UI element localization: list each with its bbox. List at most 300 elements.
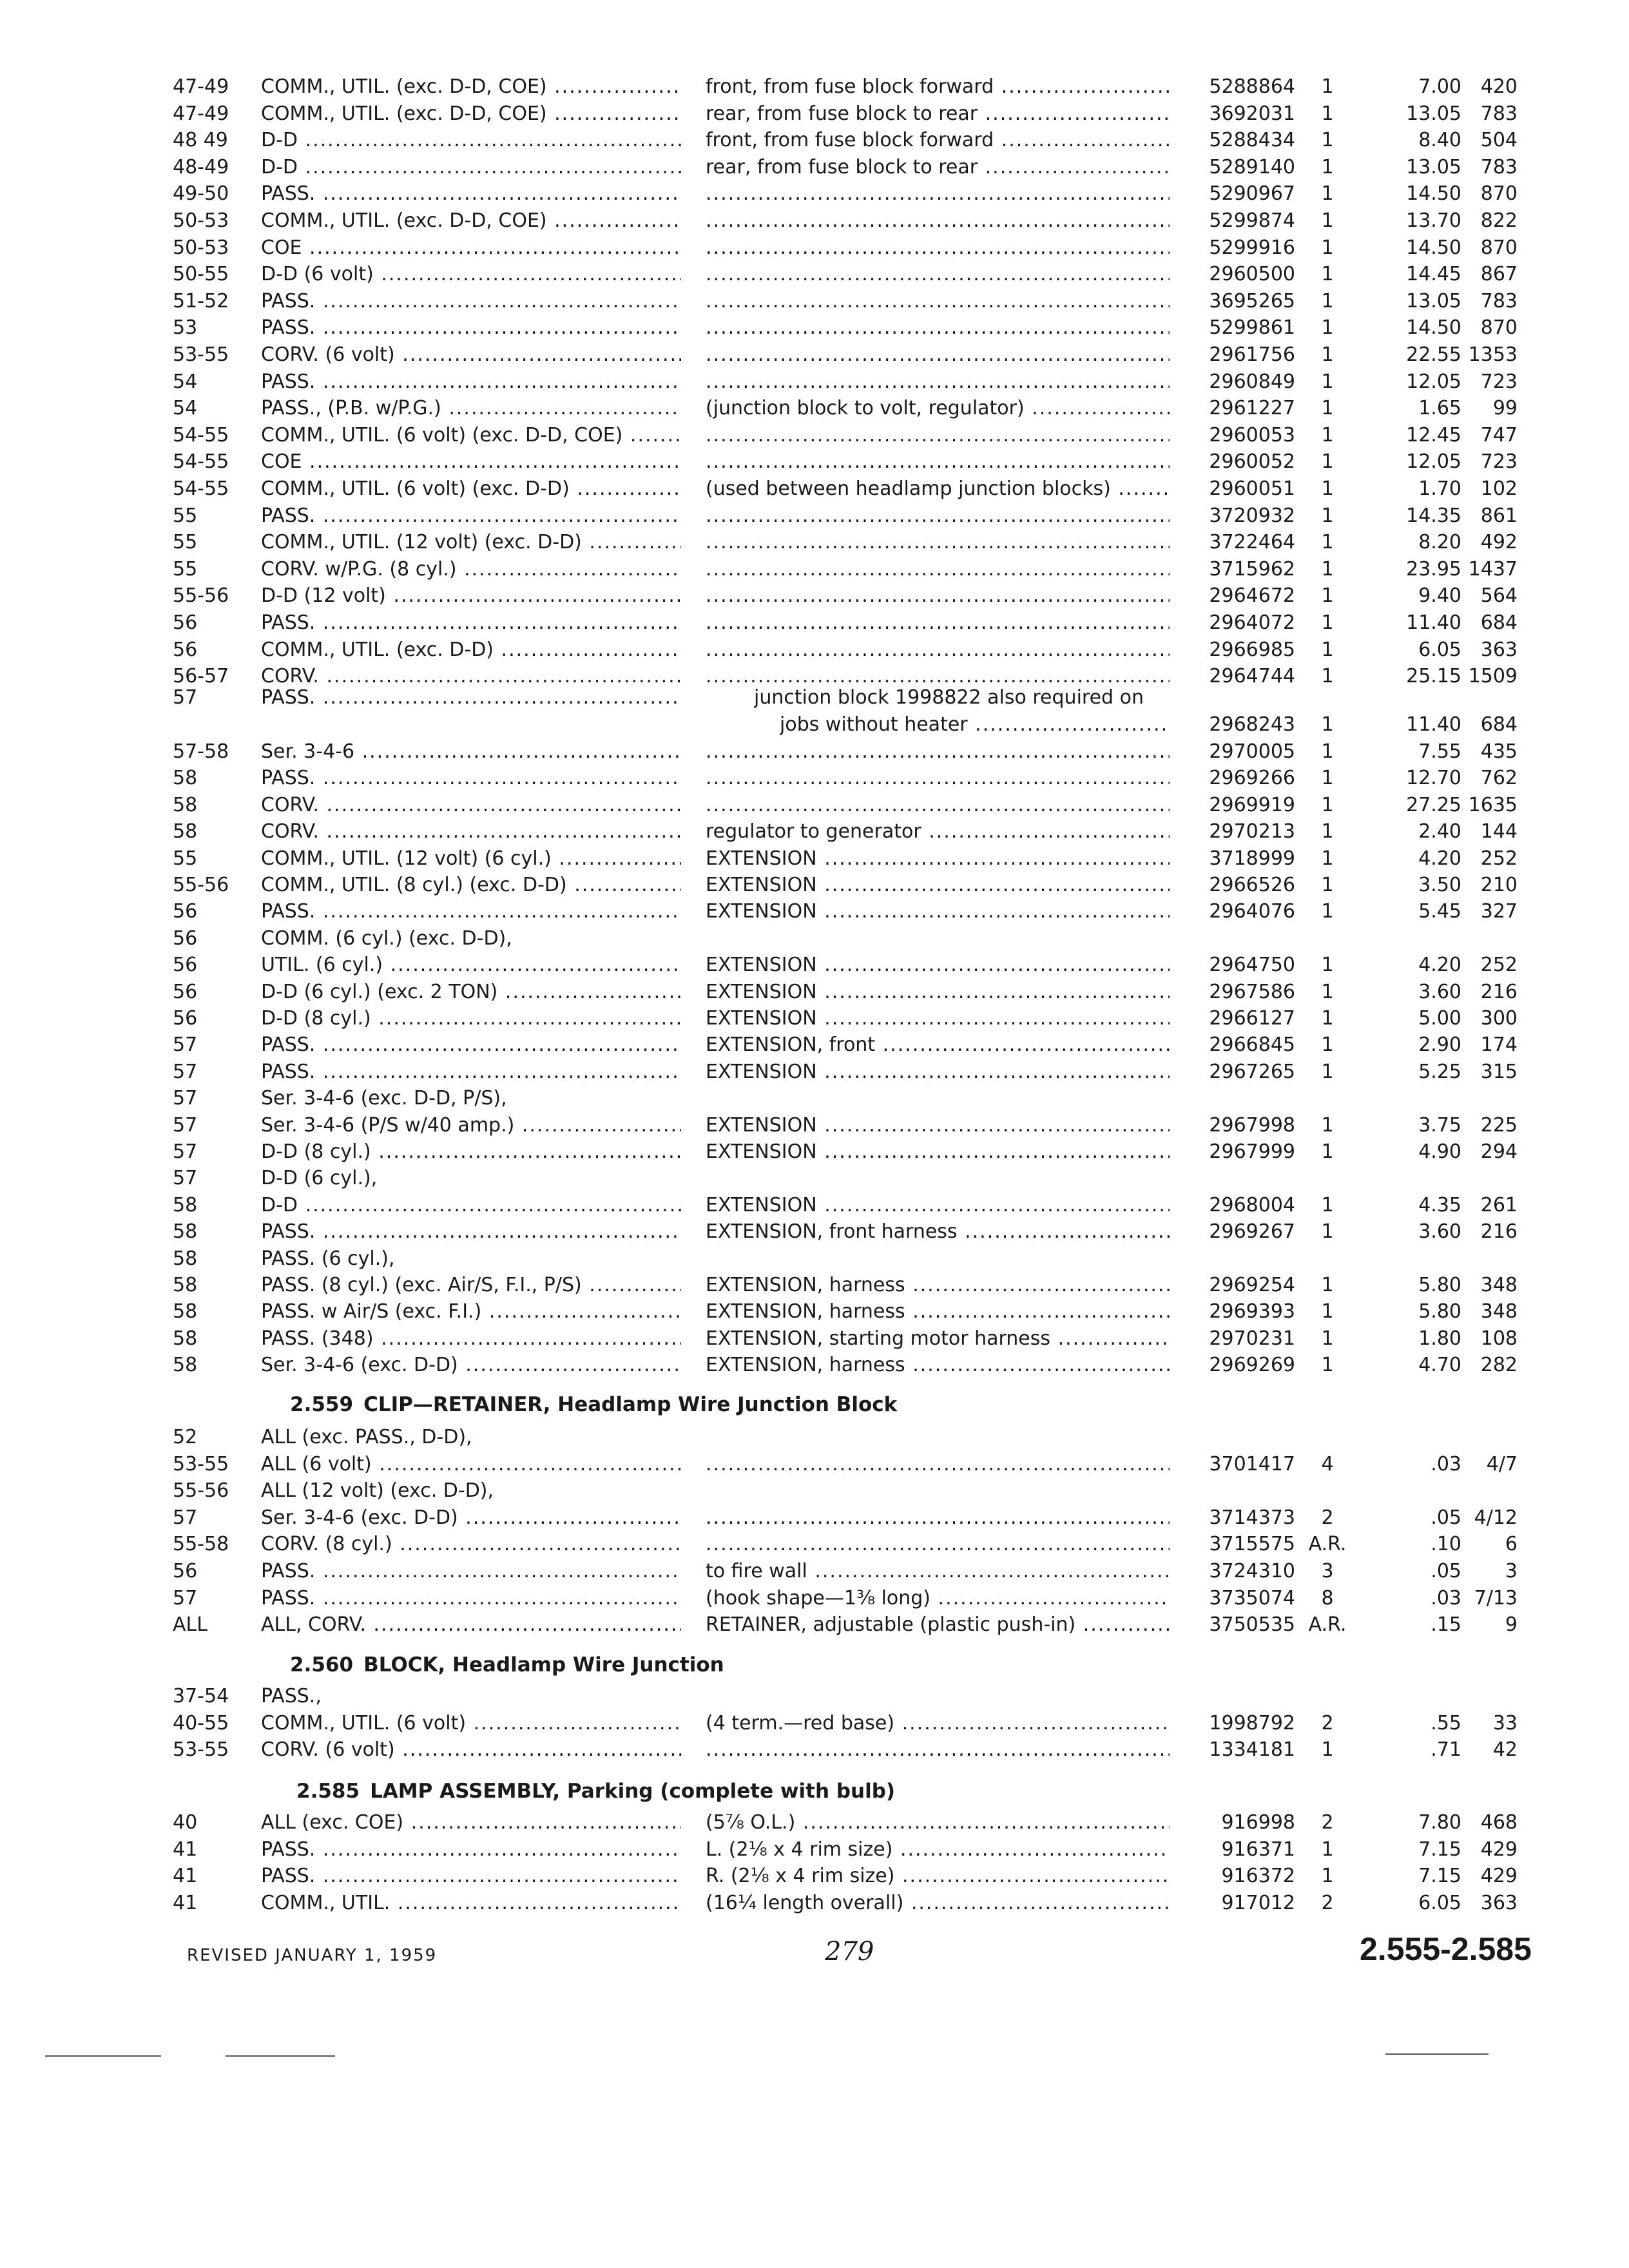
- table-row: [0, 476, 1629, 503]
- price-cell: 4.70: [1418, 1354, 1461, 1377]
- quantity-cell: 1: [1321, 423, 1334, 447]
- model-cell: PASS. (348) .....: [261, 1325, 681, 1352]
- table-row: [0, 637, 1629, 664]
- model-cell: COMM. (6 cyl.) (exc. D-D),: [261, 927, 512, 950]
- price-cell: 13.05: [1406, 155, 1461, 178]
- description-cell: [706, 1531, 1170, 1558]
- part-number-cell: 2967998: [1209, 1113, 1295, 1137]
- table-row: [0, 952, 1629, 979]
- weight-cell: 1437: [1468, 557, 1518, 581]
- table-row: [0, 818, 1629, 845]
- weight-cell: 492: [1480, 531, 1518, 554]
- table-row: [0, 1585, 1629, 1612]
- model-cell: PASS. .....: [261, 1032, 681, 1059]
- price-cell: .05: [1431, 1506, 1461, 1529]
- model-cell: PASS. (8 cyl.) (exc. Air/S, F.I., P/S) .....: [261, 1272, 681, 1299]
- model-cell: COE .....: [261, 235, 681, 262]
- price-cell: .71: [1431, 1738, 1461, 1762]
- description-cell: EXTENSION, front harness .....: [706, 1218, 1170, 1245]
- model-cell: CORV. .....: [261, 663, 681, 690]
- quantity-cell: 1: [1321, 847, 1334, 870]
- description-cell: [706, 1451, 1170, 1478]
- quantity-cell: 1: [1321, 1354, 1334, 1377]
- model-cell: ALL (exc. COE) .....: [261, 1809, 681, 1836]
- table-row: [0, 73, 1629, 101]
- part-number-cell: 2969919: [1209, 793, 1295, 816]
- weight-cell: 435: [1480, 740, 1518, 763]
- model-cell: PASS. .....: [261, 1863, 681, 1890]
- table-row: [0, 1836, 1629, 1863]
- model-cell: Ser. 3-4-6 (exc. D-D, P/S),: [261, 1087, 507, 1110]
- description-cell: (16¼ length overall) .....: [706, 1890, 1170, 1917]
- weight-cell: 870: [1480, 316, 1518, 340]
- part-number-cell: 5299874: [1209, 209, 1295, 232]
- price-cell: 2.90: [1418, 1033, 1461, 1057]
- year-cell: 58: [173, 820, 198, 843]
- price-cell: 3.75: [1418, 1113, 1461, 1137]
- model-cell: CORV. w/P.G. (8 cyl.) .....: [261, 556, 681, 583]
- model-cell: PASS. .....: [261, 610, 681, 637]
- section-number: 2.585: [296, 1780, 360, 1803]
- year-cell: 50-55: [173, 263, 229, 286]
- description-cell: [706, 180, 1170, 207]
- description-cell: [706, 610, 1170, 637]
- quantity-cell: 1: [1321, 477, 1334, 500]
- weight-cell: 861: [1480, 504, 1518, 527]
- quantity-cell: 1: [1321, 1033, 1334, 1057]
- table-row: [0, 503, 1629, 530]
- part-number-cell: 5290967: [1209, 182, 1295, 206]
- description-cell: EXTENSION, harness .....: [706, 1352, 1170, 1379]
- model-cell: PASS., (P.B. w/P.G.) .....: [261, 395, 681, 422]
- price-cell: 14.35: [1406, 504, 1461, 527]
- price-cell: 1.70: [1418, 477, 1461, 500]
- table-row: [0, 180, 1629, 207]
- model-cell: D-D (6 cyl.) (exc. 2 TON) .....: [261, 979, 681, 1006]
- year-cell: ALL: [173, 1613, 207, 1637]
- weight-cell: 348: [1480, 1274, 1518, 1296]
- section-title: CLIP—RETAINER, Headlamp Wire Junction Block: [363, 1393, 898, 1416]
- model-cell: CORV. (6 volt) .....: [261, 341, 681, 369]
- price-cell: 5.80: [1418, 1274, 1461, 1296]
- year-cell: 56: [173, 900, 198, 923]
- year-cell: 40: [173, 1811, 198, 1834]
- quantity-cell: 1: [1321, 900, 1334, 923]
- description-cell: EXTENSION .....: [706, 1139, 1170, 1166]
- table-row: [0, 1710, 1629, 1737]
- price-cell: 23.95: [1406, 557, 1461, 581]
- price-cell: 9.40: [1418, 584, 1461, 608]
- year-cell: 47-49: [173, 102, 229, 125]
- part-number-cell: 2968243: [1209, 713, 1295, 736]
- part-number-cell: 3718999: [1209, 847, 1295, 870]
- model-cell: D-D .....: [261, 154, 681, 181]
- description-cell: R. (2⅛ x 4 rim size) .....: [706, 1863, 1170, 1890]
- revision-date: REVISED JANUARY 1, 1959: [187, 1946, 438, 1965]
- model-cell: ALL (exc. PASS., D-D),: [261, 1426, 472, 1448]
- weight-cell: 294: [1480, 1140, 1518, 1163]
- year-cell: 49-50: [173, 182, 229, 206]
- quantity-cell: 1: [1321, 343, 1334, 366]
- weight-cell: 348: [1480, 1300, 1518, 1323]
- model-cell: PASS.,: [261, 1685, 322, 1707]
- year-cell: 53-55: [173, 1738, 229, 1762]
- price-cell: 11.40: [1406, 611, 1461, 634]
- quantity-cell: 1: [1321, 1738, 1334, 1762]
- part-number-cell: 2967999: [1209, 1140, 1295, 1163]
- model-cell: Ser. 3-4-6 (P/S w/40 amp.) .....: [261, 1112, 681, 1139]
- table-row-note: [0, 684, 1629, 711]
- year-cell: 57: [173, 1506, 198, 1529]
- quantity-cell: 1: [1321, 1140, 1334, 1163]
- weight-cell: 822: [1480, 209, 1518, 232]
- part-number-cell: 3695265: [1209, 289, 1295, 312]
- weight-cell: 282: [1480, 1354, 1518, 1377]
- table-row: [0, 1736, 1629, 1763]
- price-cell: 3.60: [1418, 1220, 1461, 1244]
- model-cell: CORV. (6 volt) .....: [261, 1736, 681, 1763]
- model-cell: COMM., UTIL. (exc. D-D) .....: [261, 637, 681, 664]
- model-cell: COMM., UTIL. (6 volt) (exc. D-D) .....: [261, 476, 681, 503]
- model-cell: PASS. .....: [261, 1836, 681, 1863]
- table-row: [0, 1218, 1629, 1245]
- model-cell: PASS. .....: [261, 684, 681, 711]
- quantity-cell: 1: [1321, 874, 1334, 896]
- quantity-cell: 1: [1321, 638, 1334, 661]
- description-cell: [706, 1736, 1170, 1763]
- quantity-cell: 1: [1321, 289, 1334, 312]
- model-cell: PASS. .....: [261, 1059, 681, 1086]
- quantity-cell: 1: [1321, 1300, 1334, 1323]
- table-row: [0, 1165, 1629, 1192]
- price-cell: 8.40: [1418, 129, 1461, 152]
- year-cell: 56: [173, 927, 198, 950]
- year-cell: 55: [173, 531, 198, 554]
- price-cell: 3.50: [1418, 874, 1461, 896]
- table-row: [0, 1451, 1629, 1478]
- section-heading-2-560: [290, 1651, 724, 1679]
- table-row: [0, 1139, 1629, 1166]
- description-cell: EXTENSION .....: [706, 1059, 1170, 1086]
- quantity-cell: 1: [1321, 954, 1334, 977]
- weight-cell: 315: [1480, 1060, 1518, 1083]
- price-cell: 11.40: [1406, 713, 1461, 736]
- year-cell: 37-54: [173, 1685, 229, 1707]
- part-number-cell: 2968004: [1209, 1193, 1295, 1216]
- price-cell: 25.15: [1406, 665, 1461, 688]
- table-row: [0, 529, 1629, 556]
- description-cell: [706, 765, 1170, 792]
- part-number-cell: 3724310: [1209, 1560, 1295, 1582]
- year-cell: 52: [173, 1426, 198, 1448]
- model-cell: PASS. .....: [261, 1585, 681, 1612]
- year-cell: 54: [173, 370, 198, 393]
- year-cell: 58: [173, 1193, 198, 1216]
- part-number-cell: 2964076: [1209, 900, 1295, 923]
- model-cell: PASS. w Air/S (exc. F.I.) .....: [261, 1298, 681, 1325]
- price-cell: 4.35: [1418, 1193, 1461, 1216]
- weight-cell: 210: [1480, 874, 1518, 896]
- weight-cell: 7/13: [1474, 1586, 1518, 1610]
- weight-cell: 564: [1480, 584, 1518, 608]
- price-cell: 3.60: [1418, 980, 1461, 1003]
- model-cell: PASS. .....: [261, 314, 681, 341]
- price-cell: 7.15: [1418, 1865, 1461, 1888]
- year-cell: 48-49: [173, 155, 229, 178]
- price-cell: 14.50: [1406, 316, 1461, 340]
- quantity-cell: 1: [1321, 1060, 1334, 1083]
- weight-cell: 870: [1480, 182, 1518, 206]
- description-cell: rear, from fuse block to rear .....: [706, 154, 1170, 181]
- table-row: [0, 1112, 1629, 1139]
- weight-cell: 747: [1480, 423, 1518, 447]
- model-cell: CORV. (8 cyl.) .....: [261, 1531, 681, 1558]
- price-cell: 4.20: [1418, 954, 1461, 977]
- description-cell: EXTENSION, front .....: [706, 1032, 1170, 1059]
- weight-cell: 783: [1480, 289, 1518, 312]
- model-cell: COMM., UTIL. (exc. D-D, COE) .....: [261, 101, 681, 128]
- description-cell: [706, 235, 1170, 262]
- model-cell: PASS. .....: [261, 1218, 681, 1245]
- weight-cell: 252: [1480, 954, 1518, 977]
- table-row: [0, 314, 1629, 341]
- year-cell: 53-55: [173, 1452, 229, 1475]
- table-row: [0, 1192, 1629, 1219]
- description-cell: front, from fuse block forward .....: [706, 127, 1170, 154]
- section-number: 2.560: [290, 1653, 354, 1677]
- quantity-cell: 1: [1321, 316, 1334, 340]
- price-cell: 7.80: [1418, 1811, 1461, 1834]
- quantity-cell: 1: [1321, 370, 1334, 393]
- part-number-cell: 2970005: [1209, 740, 1295, 763]
- year-cell: 58: [173, 1354, 198, 1377]
- model-cell: COMM., UTIL. (12 volt) (6 cyl.) .....: [261, 845, 681, 872]
- quantity-cell: 1: [1321, 557, 1334, 581]
- description-cell: [706, 314, 1170, 341]
- part-number-cell: 2960052: [1209, 450, 1295, 474]
- part-number-cell: 2964744: [1209, 665, 1295, 688]
- model-cell: PASS. .....: [261, 1558, 681, 1585]
- year-cell: 58: [173, 1220, 198, 1244]
- description-cell: [706, 529, 1170, 556]
- year-cell: 54: [173, 397, 198, 420]
- weight-cell: 867: [1480, 263, 1518, 286]
- part-number-cell: 3701417: [1209, 1452, 1295, 1475]
- description-cell: RETAINER, adjustable (plastic push-in) .....: [706, 1611, 1170, 1639]
- quantity-cell: 1: [1321, 793, 1334, 816]
- price-cell: 12.45: [1406, 423, 1461, 447]
- weight-cell: 783: [1480, 155, 1518, 178]
- model-cell: PASS. .....: [261, 765, 681, 792]
- price-cell: 13.70: [1406, 209, 1461, 232]
- year-cell: 57-58: [173, 740, 229, 763]
- part-number-cell: 2969267: [1209, 1220, 1295, 1244]
- table-row: [0, 1352, 1629, 1379]
- model-cell: CORV. .....: [261, 818, 681, 845]
- year-cell: 58: [173, 793, 198, 816]
- description-cell: [706, 503, 1170, 530]
- weight-cell: 300: [1480, 1007, 1518, 1030]
- table-row: [0, 448, 1629, 476]
- description-cell: [706, 792, 1170, 819]
- section-number: 2.559: [290, 1393, 354, 1416]
- table-row: [0, 610, 1629, 637]
- description-cell: EXTENSION .....: [706, 845, 1170, 872]
- price-cell: 6.05: [1418, 1891, 1461, 1914]
- table-row: [0, 1863, 1629, 1890]
- part-number-cell: 2966526: [1209, 874, 1295, 896]
- description-cell: EXTENSION .....: [706, 1192, 1170, 1219]
- table-row: [0, 341, 1629, 369]
- description-cell: (used between headlamp junction blocks) .....: [706, 476, 1170, 503]
- year-cell: 55: [173, 557, 198, 581]
- table-row: [0, 925, 1629, 952]
- section-title: BLOCK, Headlamp Wire Junction: [363, 1653, 724, 1677]
- quantity-cell: 3: [1321, 1560, 1334, 1582]
- quantity-cell: A.R.: [1308, 1613, 1347, 1637]
- year-cell: 57: [173, 1033, 198, 1057]
- weight-cell: 1509: [1468, 665, 1518, 688]
- quantity-cell: 1: [1321, 820, 1334, 843]
- section-heading-2-585: [296, 1777, 895, 1805]
- description-cell: EXTENSION .....: [706, 898, 1170, 925]
- year-cell: 56: [173, 1560, 198, 1582]
- quantity-cell: 1: [1321, 531, 1334, 554]
- year-cell: 57: [173, 686, 198, 709]
- year-cell: 56: [173, 1007, 198, 1030]
- table-row: [0, 845, 1629, 872]
- model-cell: D-D (6 volt) .....: [261, 261, 681, 288]
- quantity-cell: 1: [1321, 740, 1334, 763]
- price-cell: 14.50: [1406, 182, 1461, 206]
- weight-cell: 261: [1480, 1193, 1518, 1216]
- quantity-cell: 1: [1321, 1007, 1334, 1030]
- year-cell: 56: [173, 638, 198, 661]
- model-cell: COMM., UTIL. (6 volt) (exc. D-D, COE) .....: [261, 422, 681, 449]
- quantity-cell: 2: [1321, 1811, 1334, 1834]
- model-cell: COMM., UTIL. .....: [261, 1890, 681, 1917]
- weight-cell: 684: [1480, 611, 1518, 634]
- description-cell: [706, 637, 1170, 664]
- table-row-note-continued: [0, 711, 1629, 738]
- description-cell: [706, 288, 1170, 315]
- quantity-cell: 1: [1321, 209, 1334, 232]
- part-number-cell: 5288434: [1209, 129, 1295, 152]
- description-cell: L. (2⅛ x 4 rim size) .....: [706, 1836, 1170, 1863]
- description-cell: EXTENSION .....: [706, 872, 1170, 899]
- quantity-cell: 1: [1321, 611, 1334, 634]
- weight-cell: 468: [1480, 1811, 1518, 1834]
- part-number-cell: 2969393: [1209, 1300, 1295, 1323]
- model-cell: ALL (6 volt) .....: [261, 1451, 681, 1478]
- part-number-cell: 2964672: [1209, 584, 1295, 608]
- table-row: [0, 1558, 1629, 1585]
- year-cell: 55-58: [173, 1533, 229, 1556]
- part-number-cell: 3714373: [1209, 1506, 1295, 1529]
- table-row: [0, 1245, 1629, 1273]
- table-row: [0, 738, 1629, 765]
- model-cell: D-D (6 cyl.),: [261, 1167, 378, 1190]
- weight-cell: 225: [1480, 1113, 1518, 1137]
- year-cell: 47-49: [173, 75, 229, 98]
- year-cell: 54-55: [173, 423, 229, 447]
- price-cell: 14.50: [1406, 236, 1461, 259]
- year-cell: 57: [173, 1167, 198, 1190]
- table-row: [0, 127, 1629, 154]
- description-cell: [706, 422, 1170, 449]
- weight-cell: 216: [1480, 1220, 1518, 1244]
- description-cell: EXTENSION .....: [706, 1112, 1170, 1139]
- weight-cell: 420: [1480, 75, 1518, 98]
- price-cell: 5.45: [1418, 900, 1461, 923]
- year-cell: 48 49: [173, 129, 228, 152]
- quantity-cell: 1: [1321, 980, 1334, 1003]
- weight-cell: 144: [1480, 820, 1518, 843]
- footer-divider-center: [226, 2055, 335, 2057]
- weight-cell: 1635: [1468, 793, 1518, 816]
- model-cell: PASS. .....: [261, 288, 681, 315]
- price-cell: 4.20: [1418, 847, 1461, 870]
- description-cell: (5⅞ O.L.) .....: [706, 1809, 1170, 1836]
- description-cell: [706, 738, 1170, 765]
- part-number-cell: 2966127: [1209, 1007, 1295, 1030]
- price-cell: 5.80: [1418, 1300, 1461, 1323]
- part-number-cell: 2960849: [1209, 370, 1295, 393]
- price-cell: 7.15: [1418, 1838, 1461, 1861]
- price-cell: 27.25: [1406, 793, 1461, 816]
- year-cell: 53: [173, 316, 198, 340]
- quantity-cell: 1: [1321, 236, 1334, 259]
- table-row: [0, 1059, 1629, 1086]
- weight-cell: 4/7: [1486, 1452, 1518, 1475]
- table-row: [0, 369, 1629, 396]
- weight-cell: 108: [1480, 1327, 1518, 1350]
- weight-cell: 723: [1480, 370, 1518, 393]
- table-row: [0, 1683, 1629, 1710]
- table-row: [0, 288, 1629, 315]
- year-cell: 58: [173, 1274, 198, 1296]
- section-title: LAMP ASSEMBLY, Parking (complete with bulb): [370, 1780, 896, 1803]
- table-row: [0, 1272, 1629, 1299]
- footer-divider-right: [1385, 2053, 1489, 2055]
- price-cell: 7.55: [1418, 740, 1461, 763]
- weight-cell: 762: [1480, 767, 1518, 790]
- table-row: [0, 101, 1629, 128]
- price-cell: 12.05: [1406, 370, 1461, 393]
- quantity-cell: A.R.: [1308, 1533, 1347, 1556]
- table-row: [0, 1477, 1629, 1504]
- year-cell: 57: [173, 1586, 198, 1610]
- part-number-cell: 2969269: [1209, 1354, 1295, 1377]
- year-cell: 57: [173, 1140, 198, 1163]
- table-row: [0, 1890, 1629, 1917]
- model-cell: CORV. .....: [261, 792, 681, 819]
- weight-cell: 363: [1480, 638, 1518, 661]
- year-cell: 41: [173, 1865, 198, 1888]
- description-cell: to fire wall .....: [706, 1558, 1170, 1585]
- model-cell: D-D (8 cyl.) .....: [261, 1139, 681, 1166]
- price-cell: .10: [1431, 1533, 1461, 1556]
- section-heading-2-559: [290, 1390, 897, 1419]
- page-number: 279: [825, 1937, 874, 1966]
- description-cell: [706, 556, 1170, 583]
- price-cell: 12.05: [1406, 450, 1461, 474]
- model-cell: PASS. (6 cyl.),: [261, 1247, 395, 1270]
- weight-cell: 327: [1480, 900, 1518, 923]
- quantity-cell: 1: [1321, 713, 1334, 736]
- description-cell: (4 term.—red base) .....: [706, 1710, 1170, 1737]
- weight-cell: 216: [1480, 980, 1518, 1003]
